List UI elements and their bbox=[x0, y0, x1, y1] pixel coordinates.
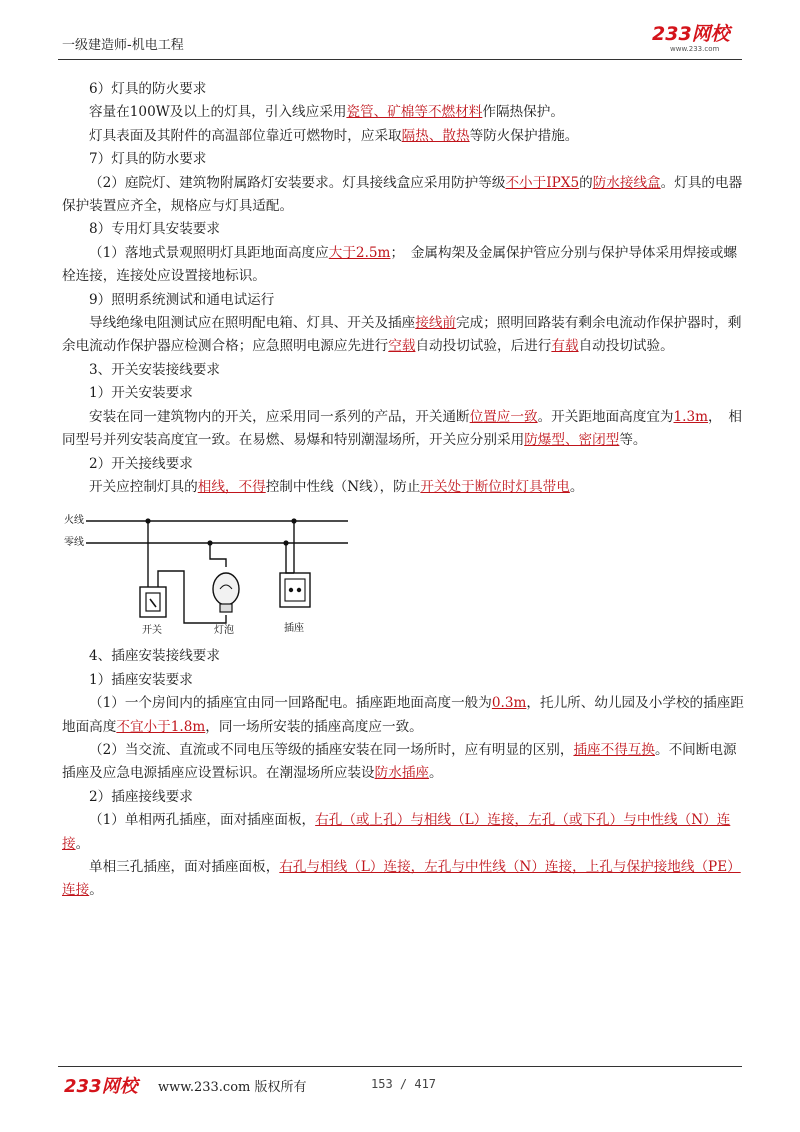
paragraph bbox=[62, 739, 744, 786]
highlighted-text: 右孔（或上孔）与相线（L）连接，左孔（或下孔）与中性线（N）连接 bbox=[62, 812, 731, 852]
text-run: （2）庭院灯、建筑物附属路灯安装要求。灯具接线盒应采用防护等级 bbox=[89, 174, 506, 191]
paragraph bbox=[62, 809, 744, 856]
text-run: 。 bbox=[569, 478, 584, 495]
document-body bbox=[62, 78, 744, 903]
paragraph bbox=[62, 406, 744, 453]
text-run: 。开关距地面高度宜为 bbox=[537, 408, 674, 425]
bulb-icon bbox=[213, 573, 239, 612]
text-run: 1）插座安装要求 bbox=[89, 671, 193, 688]
text-run: 控制中性线（N线），防止 bbox=[265, 478, 421, 495]
highlighted-text: 插座不得互换 bbox=[573, 741, 655, 758]
highlighted-text: 不小于IPX5 bbox=[505, 174, 580, 191]
footer-copyright: www.233.com 版权所有 bbox=[158, 1080, 307, 1095]
text-run: ， 相同型号并列安装高度宜一致。在易燃、易爆和特别潮湿场所，开关应分别采用 bbox=[62, 408, 743, 449]
text-run: 。不间断电源插座及应急电源插座应设置标识。在潮湿场所应装设 bbox=[62, 741, 737, 782]
text-run: 等防火保护措施。 bbox=[469, 127, 579, 144]
label-live-wire: 火线 bbox=[64, 515, 84, 527]
text-run: 自动投切试验，后进行 bbox=[415, 338, 552, 355]
highlighted-text: 防爆型、密闭型 bbox=[524, 432, 620, 449]
text-run: （1）单相两孔插座，面对插座面板， bbox=[89, 812, 316, 829]
paragraph bbox=[62, 382, 744, 405]
paragraph bbox=[62, 669, 744, 692]
highlighted-text: 右孔与相线（L）连接，左孔与中性线（N）连接，上孔与保护接地线（PE）连接 bbox=[62, 858, 741, 899]
text-run: 自动投切试验。 bbox=[578, 338, 674, 355]
paragraph bbox=[62, 476, 744, 499]
text-run: 1）开关安装要求 bbox=[89, 385, 193, 402]
text-run: 灯具表面及其附件的高温部位靠近可燃物时，应采取 bbox=[89, 127, 402, 144]
paragraph bbox=[62, 101, 744, 124]
highlighted-text: 空载 bbox=[388, 338, 416, 355]
label-switch: 开关 bbox=[142, 625, 162, 637]
paragraph bbox=[62, 692, 744, 739]
text-run: 。 bbox=[75, 835, 90, 852]
highlighted-text: 相线，不得 bbox=[197, 478, 266, 495]
highlighted-text: 隔热、散热 bbox=[401, 127, 470, 144]
text-run: 8）专用灯具安装要求 bbox=[89, 221, 220, 238]
paragraph bbox=[62, 359, 744, 382]
text-run: 单相三孔插座，面对插座面板， bbox=[89, 858, 280, 875]
text-run: 等。 bbox=[619, 432, 647, 449]
text-run: 容量在100W及以上的灯具，引入线应采用 bbox=[89, 104, 347, 121]
text-run: 完成；照明回路装有剩余电流动作保护器时，剩余电流动作保护器应检测合格；应急照明电源应先进行 bbox=[62, 315, 742, 355]
text-run: 开关应控制灯具的 bbox=[89, 478, 198, 495]
page-number: 153 / 417 bbox=[371, 1077, 437, 1091]
highlighted-text: 位置应一致 bbox=[469, 408, 538, 425]
text-run: 作隔热保护。 bbox=[482, 104, 564, 121]
highlighted-text: 0.3m bbox=[491, 695, 527, 712]
text-run: 。灯具的电器保护装置应齐全，规格应与灯具适配。 bbox=[62, 174, 743, 215]
svg-text:www.233.com: www.233.com bbox=[670, 45, 720, 53]
text-run: 导线绝缘电阻测试应在照明配电箱、灯具、开关及插座 bbox=[89, 315, 416, 332]
text-run: 6）灯具的防火要求 bbox=[89, 81, 207, 97]
brand-logo bbox=[650, 20, 742, 54]
paragraph bbox=[62, 645, 744, 668]
wiring-diagram-svg bbox=[62, 503, 362, 639]
paragraph bbox=[62, 312, 744, 359]
label-socket: 插座 bbox=[284, 623, 304, 635]
text-run: （1）落地式景观照明灯具距地面高度应 bbox=[89, 244, 329, 261]
paragraph bbox=[62, 172, 744, 219]
footer-divider bbox=[58, 1066, 742, 1067]
highlighted-text: 瓷管、矿棉等不燃材料 bbox=[346, 104, 483, 121]
paragraph bbox=[62, 289, 744, 312]
text-run: 3、开关安装接线要求 bbox=[89, 361, 220, 378]
highlighted-text: 不宜小于1.8m bbox=[116, 718, 206, 735]
label-bulb: 灯泡 bbox=[214, 625, 234, 637]
paragraph bbox=[62, 786, 744, 809]
highlighted-text: 防水插座 bbox=[374, 765, 430, 782]
highlighted-text: 开关处于断位时灯具带电 bbox=[420, 478, 570, 495]
paragraph bbox=[62, 78, 744, 101]
text-run: 2）开关接线要求 bbox=[89, 455, 193, 472]
text-run: ，同一场所安装的插座高度应一致。 bbox=[205, 718, 423, 735]
text-run: （2）当交流、直流或不同电压等级的插座安装在同一场所时，应有明显的区别， bbox=[89, 741, 574, 758]
paragraph bbox=[62, 148, 744, 171]
text-run: ，托儿所、幼儿园及小学校的插座距地面高度 bbox=[62, 695, 744, 735]
text-run: 7）灯具的防水要求 bbox=[89, 151, 207, 168]
text-run: 的 bbox=[579, 174, 593, 191]
label-neutral-wire: 零线 bbox=[64, 537, 84, 549]
text-run: 4、插座安装接线要求 bbox=[89, 648, 220, 665]
svg-text:233网校: 233网校 bbox=[64, 1076, 138, 1097]
paragraph bbox=[62, 856, 744, 903]
text-run: 9）照明系统测试和通电试运行 bbox=[89, 291, 275, 308]
highlighted-text: 接线前 bbox=[415, 315, 457, 332]
text-run: 。 bbox=[429, 765, 443, 782]
wiring-diagram bbox=[62, 503, 362, 639]
paragraph bbox=[62, 242, 744, 289]
header-divider bbox=[58, 59, 742, 60]
paragraph bbox=[62, 125, 744, 148]
paragraph bbox=[62, 453, 744, 476]
highlighted-text: 防水接线盒 bbox=[592, 174, 661, 191]
highlighted-text: 大于2.5m bbox=[328, 244, 391, 261]
footer-logo bbox=[62, 1072, 148, 1098]
text-run: 2）插座接线要求 bbox=[89, 788, 193, 805]
highlighted-text: 1.3m bbox=[673, 408, 709, 425]
text-run: （1）一个房间内的插座宜由同一回路配电。插座距地面高度一般为 bbox=[89, 695, 492, 712]
text-run: ； 金属构架及金属保护管应分别与保护导体采用焊接或螺栓连接，连接处应设置接地标识。 bbox=[62, 244, 738, 285]
text-run: 安装在同一建筑物内的开关，应采用同一系列的产品，开关通断 bbox=[89, 408, 470, 425]
paragraph bbox=[62, 218, 744, 241]
svg-text:233网校: 233网校 bbox=[652, 23, 730, 45]
highlighted-text: 有载 bbox=[551, 338, 579, 355]
text-run: 。 bbox=[89, 882, 103, 899]
header-title: 一级建造师-机电工程 bbox=[62, 38, 184, 53]
